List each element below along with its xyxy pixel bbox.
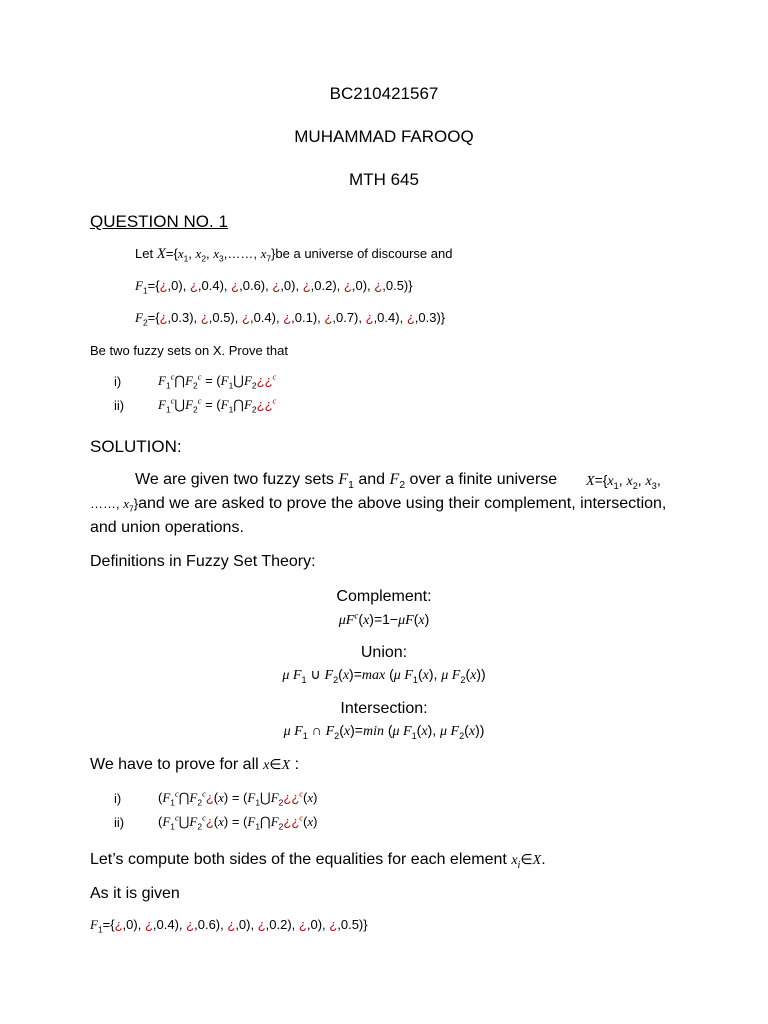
two-sets-line: Be two fuzzy sets on X. Prove that bbox=[90, 343, 288, 358]
item-i-formula-x: ($F_1^c⋂F_2^c¿(x)$ = ($F_1⋃F_2¿¿^c(x)$ bbox=[158, 788, 318, 808]
let-word: Let bbox=[135, 246, 154, 261]
course-code: MTH 645 bbox=[349, 170, 419, 189]
universe-line: Let $X=\{x_1$, $x_2$, $x_3,\dots\dots$, $x_7\}be$ a universe of discourse and bbox=[135, 246, 453, 264]
item-i-label: i) bbox=[114, 374, 122, 389]
union-label: Union: bbox=[360, 644, 408, 661]
item-ii-label-2: ii) bbox=[114, 815, 125, 830]
item-ii-label: ii) bbox=[114, 398, 125, 413]
complement-formula: $\mu F^c(x)=1-\mu F(x)$ bbox=[338, 610, 430, 628]
solution-para-line2: ……, $x_7\}and$ we are asked to prove the above using their complement, intersection, bbox=[90, 495, 667, 514]
compute-line: Let’s compute both sides of the equalities for each element $x_i\in X$. bbox=[90, 851, 546, 872]
student-id: BC210421567 bbox=[329, 84, 439, 103]
item-i-formula: $F_1^c⋂F_2^c$ = ($F_1⋃F_2¿¿^c$ bbox=[158, 371, 277, 391]
question-title: QUESTION NO. 1 bbox=[90, 212, 228, 231]
item-ii-formula: $F_1^c⋃F_2^c$ = ($F_1⋂F_2¿¿^c$ bbox=[158, 395, 277, 415]
item-i-label-2: i) bbox=[114, 791, 122, 806]
f1-definition: $F_1=\{¿,0)$, ¿,0.4), ¿,0.6), ¿,0), ¿,0.2), ¿,0), ¿,0.5)} bbox=[135, 278, 413, 296]
union-formula: μ $F_1$ ∪ $F_2(x)=\max$ (μ $F_1(x)$, μ $F_2(x)$) bbox=[282, 666, 486, 685]
universe-set-inline: $X=\{x_1$, $x_2$, $x_3$, bbox=[586, 472, 661, 491]
item-ii-formula-x: ($F_1^c⋃F_2^c¿(x)$ = ($F_1⋂F_2¿¿^c(x)$ bbox=[158, 812, 318, 832]
given-line: As it is given bbox=[90, 885, 180, 902]
f2-definition: $F_2=\{¿,0.3)$, ¿,0.5), ¿,0.4), ¿,0.1), ¿,0.7), ¿,0.4), ¿,0.3)} bbox=[135, 310, 446, 328]
solution-para-line1: We are given two fuzzy sets $F_1$ and $F_2$ over a finite universe bbox=[135, 471, 558, 492]
prove-line: We have to prove for all x∈X : bbox=[90, 756, 300, 773]
f1-definition-repeat: $F_1=\{¿,0)$, ¿,0.4), ¿,0.6), ¿,0), ¿,0.2), ¿,0), ¿,0.5)} bbox=[90, 917, 368, 935]
student-name: MUHAMMAD FAROOQ bbox=[294, 127, 474, 146]
definitions-heading: Definitions in Fuzzy Set Theory: bbox=[90, 553, 316, 570]
solution-para-line3: and union operations. bbox=[90, 519, 244, 536]
solution-heading: SOLUTION: bbox=[90, 437, 182, 456]
complement-label: Complement: bbox=[336, 588, 432, 605]
universe-tail: be a universe of discourse and bbox=[275, 246, 453, 261]
intersection-formula: μ $F_1$ ∩ $F_2(x)=\min$ (μ $F_1(x)$, μ $F_2(x)$) bbox=[283, 722, 485, 741]
intersection-label: Intersection: bbox=[340, 700, 428, 717]
